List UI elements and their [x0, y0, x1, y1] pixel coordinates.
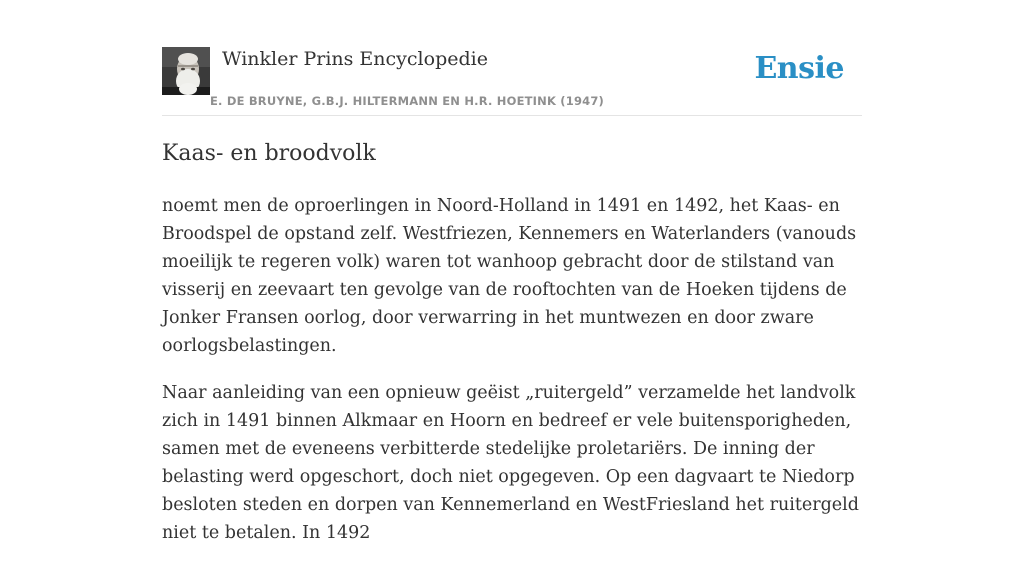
- site-header: [162, 40, 862, 116]
- authors-credit: E. DE BRUYNE, G.B.J. HILTERMANN EN H.R. HOETINK (1947): [210, 94, 605, 108]
- author-portrait-icon[interactable]: [162, 47, 210, 95]
- page-title: Kaas- en broodvolk: [162, 141, 376, 166]
- site-title[interactable]: Winkler Prins Encyclopedie: [222, 48, 488, 70]
- article-paragraph: noemt men de oproerlingen in Noord-Holland in 1491 en 1492, het Kaas- en Broodspel de opstand zelf. Westfriezen, Kennemers en Waterlanders (vanouds moeilijk te regeren volk) waren tot wanhoop gebracht door de stilstand van visserij en zeevaart ten gevolge van de rooftochten van de Hoeken tijdens de Jonker Fransen oorlog, door verwarring in het muntwezen en door zware oorlogsbelastingen.: [162, 196, 857, 356]
- article-paragraph: Naar aanleiding van een opnieuw geëist „ruitergeld” verzamelde het landvolk zich in 1491 binnen Alkmaar en Hoorn en bedreef er vele buitensporigheden, samen met de eveneens verbitterde stedelijke proletariërs. De inning der belasting werd opgeschort, doch niet opgegeven. Op een dagvaart te Niedorp besloten steden en dorpen van Kennemerland en WestFriesland het ruitergeld niet te betalen. In 1492: [162, 383, 859, 543]
- article-body: [162, 192, 867, 566]
- ensie-logo[interactable]: Ensie: [754, 51, 844, 86]
